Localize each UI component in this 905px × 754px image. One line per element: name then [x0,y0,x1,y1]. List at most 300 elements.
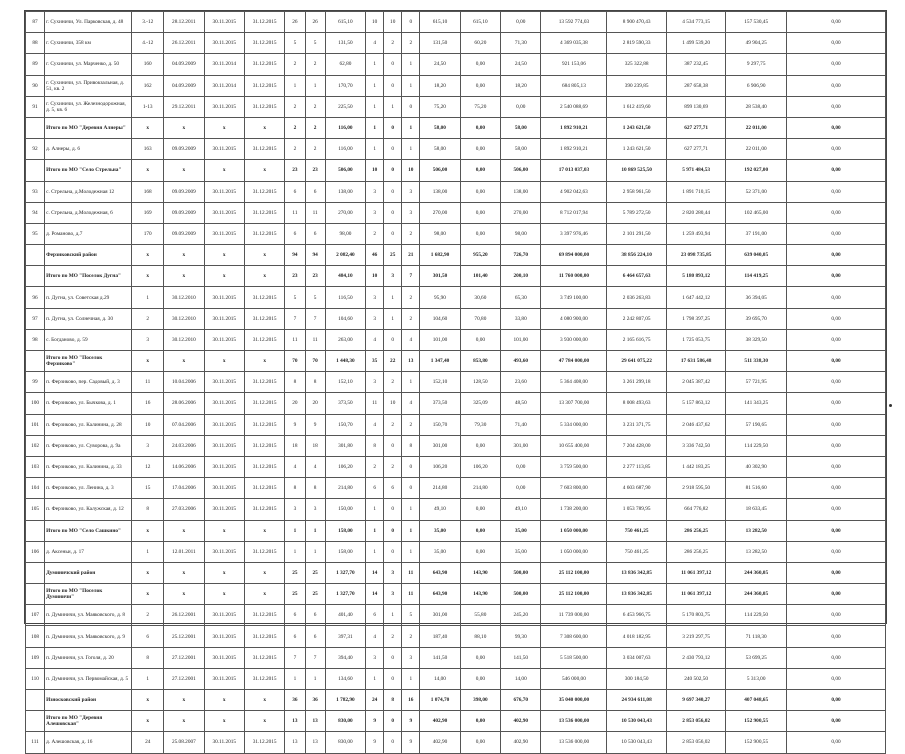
value-cell: 6 [366,605,384,626]
value-cell: 1 647 442,12 [666,287,726,308]
value-cell: 1 [132,287,164,308]
value-cell: х [164,160,204,181]
value-cell: 6 [285,605,305,626]
stray-mark [889,404,892,407]
value-cell: 0,00 [786,329,885,350]
address-cell: п. Ферзиково, ул. Калужская, д. 12 [45,499,132,520]
value-cell: 31.12.2015 [244,202,284,223]
value-cell: 0,00 [786,562,885,583]
value-cell: 187,40 [420,626,460,647]
value-cell: 0,00 [460,75,500,96]
value-cell: 407 048,65 [726,690,787,711]
value-cell: 9 [305,414,325,435]
table-row [26,372,886,393]
value-cell: 0,00 [786,435,885,456]
value-cell: 2 [384,456,402,477]
value-cell: 79,30 [460,414,500,435]
value-cell: 4 902 042,63 [541,181,607,202]
value-cell: 58,00 [420,139,460,160]
value-cell: 58,00 [501,117,541,138]
value-cell: 11 [285,202,305,223]
value-cell: 152,10 [420,372,460,393]
value-cell: 4 [366,626,384,647]
value-cell: 30.11.2015 [204,202,244,223]
value-cell: 49,10 [501,499,541,520]
table-row [26,96,886,117]
value-cell: х [164,520,204,541]
value-cell: 102 465,00 [726,202,787,223]
value-cell: 1 050 000,00 [541,541,607,562]
value-cell: 8 [402,435,420,456]
row-number-cell: 98 [26,329,45,350]
value-cell: 615,10 [460,12,500,33]
value-cell: 31.12.2015 [244,647,284,668]
row-number-cell [26,160,45,181]
value-cell: 244 360,05 [726,584,787,605]
value-cell: 14 [366,562,384,583]
value-cell: 0,00 [460,520,500,541]
value-cell: 31.12.2015 [244,668,284,689]
value-cell: 3 [366,308,384,329]
value-cell: 8 [132,499,164,520]
address-cell: п. Ферзиково, ул. Ленина, д. 3 [45,478,132,499]
table-row [26,732,886,753]
value-cell: 4 603 687,90 [607,478,667,499]
value-cell: 0,00 [786,117,885,138]
value-cell: 5 971 484,53 [666,160,726,181]
value-cell: 325,09 [460,393,500,414]
value-cell: 30.11.2015 [204,12,244,33]
value-cell: 1 [285,75,305,96]
value-cell: 55,80 [460,605,500,626]
table-row [26,54,886,75]
value-cell: 0,00 [786,414,885,435]
address-cell: п. Думиничи, ул. Гоголя, д. 20 [45,647,132,668]
value-cell: 401,40 [325,605,365,626]
value-cell: 506,00 [420,160,460,181]
row-number-cell: 94 [26,202,45,223]
value-cell: 1 [402,117,420,138]
value-cell: 18 [285,435,305,456]
subtotal-row [26,711,886,732]
value-cell: 53 699,25 [726,647,787,668]
value-cell: 23 098 735,85 [666,245,726,266]
value-cell: 1 682,90 [420,245,460,266]
value-cell: 0,00 [786,160,885,181]
value-cell: 04.09.2009 [164,75,204,96]
value-cell: 3 [384,562,402,583]
value-cell: 6 [305,223,325,244]
value-cell: 48,50 [501,393,541,414]
value-cell: 31.12.2015 [244,372,284,393]
value-cell: 3 034 007,63 [607,647,667,668]
value-cell: 2 [384,414,402,435]
row-number-cell [26,266,45,287]
value-cell: 2 [402,308,420,329]
value-cell: 1 [366,520,384,541]
value-cell: 0,00 [786,372,885,393]
address-cell: Итого по МО "Село Сашкино" [45,520,132,541]
value-cell: 3 [384,584,402,605]
value-cell: 131,50 [325,33,365,54]
value-cell: 214,80 [325,478,365,499]
value-cell: 09.09.2009 [164,223,204,244]
value-cell: 6 [285,223,305,244]
value-cell: 3 [366,647,384,668]
value-cell: 13 536 000,00 [541,711,607,732]
value-cell: 5 [402,605,420,626]
value-cell: 2 [285,54,305,75]
value-cell: 1 [402,54,420,75]
value-cell: 104,60 [325,308,365,329]
table-row [26,414,886,435]
value-cell: 81 516,60 [726,478,787,499]
value-cell: 0,00 [786,541,885,562]
row-number-cell: 105 [26,499,45,520]
value-cell: 0,00 [786,626,885,647]
value-cell: 5 [305,33,325,54]
value-cell: 31.12.2015 [244,287,284,308]
address-cell: г. Сухиничи, Ул. Парковская, д. 48 [45,12,132,33]
value-cell: 1 [132,541,164,562]
address-cell: п. Думиничи, ул. Маяковского, д. 9 [45,626,132,647]
value-cell: 30.11.2015 [204,478,244,499]
value-cell: 29 641 075,22 [607,351,667,372]
value-cell: 30.11.2015 [204,329,244,350]
value-cell: 0,00 [501,12,541,33]
value-cell: 104,60 [420,308,460,329]
value-cell: х [132,690,164,711]
value-cell: 8 008 493,63 [607,393,667,414]
value-cell: 398,00 [460,690,500,711]
row-number-cell: 110 [26,668,45,689]
value-cell: х [204,520,244,541]
value-cell: 152 900,55 [726,732,787,753]
value-cell: 387 232,45 [666,54,726,75]
address-cell: п. Ферзиково, ул. Суворова, д. 9а [45,435,132,456]
value-cell: 30.12.2010 [164,308,204,329]
value-cell: 31.12.2015 [244,541,284,562]
value-cell: х [132,520,164,541]
value-cell: 4 [305,456,325,477]
value-cell: 726,70 [501,245,541,266]
value-cell: 58,00 [420,117,460,138]
value-cell: 0,00 [786,75,885,96]
value-cell: 17 631 586,48 [666,351,726,372]
value-cell: 1 [305,668,325,689]
value-cell: 49,10 [420,499,460,520]
value-cell: 46 [366,245,384,266]
value-cell: 0 [384,117,402,138]
row-number-cell [26,711,45,732]
value-cell: 18,20 [501,75,541,96]
value-cell: 214,80 [420,478,460,499]
value-cell: 101,00 [501,329,541,350]
value-cell: х [204,584,244,605]
value-cell: 627 277,71 [666,117,726,138]
value-cell: 13 [305,732,325,753]
value-cell: 2 [305,54,325,75]
value-cell: 24 [132,732,164,753]
value-cell: 5 [305,287,325,308]
value-cell: 23 [305,266,325,287]
value-cell: х [244,266,284,287]
value-cell: 643,90 [420,562,460,583]
row-number-cell: 88 [26,33,45,54]
value-cell: 3 [402,181,420,202]
value-cell: 0,00 [786,308,885,329]
value-cell: 750 461,25 [607,520,667,541]
value-cell: 244 360,05 [726,562,787,583]
value-cell: 0 [402,478,420,499]
row-number-cell: 107 [26,605,45,626]
row-number-cell: 97 [26,308,45,329]
value-cell: 2 [366,456,384,477]
value-cell: х [204,711,244,732]
value-cell: 2 819 590,33 [607,33,667,54]
value-cell: 484,10 [325,266,365,287]
value-cell: 1 [305,520,325,541]
value-cell: 31.12.2015 [244,75,284,96]
value-cell: 0 [384,54,402,75]
address-cell: с. Стрельна, д.Молодежная 12 [45,181,132,202]
value-cell: 31.12.2015 [244,499,284,520]
address-cell: Итого по МО "Деревня Алнеры" [45,117,132,138]
value-cell: 1 243 621,50 [607,117,667,138]
value-cell: 1 [366,117,384,138]
value-cell: 38 329,50 [726,329,787,350]
value-cell: 30.11.2015 [204,33,244,54]
value-cell: 163 [132,139,164,160]
value-cell: 14,00 [501,668,541,689]
value-cell: 2 820 280,44 [666,202,726,223]
value-cell: 33,80 [501,308,541,329]
value-cell: 8 712 017,94 [541,202,607,223]
value-cell: 1 243 621,50 [607,139,667,160]
value-cell: 500,00 [501,584,541,605]
table-row [26,139,886,160]
value-cell: 0,00 [786,181,885,202]
value-cell: 20 [305,393,325,414]
value-cell: 75,20 [460,96,500,117]
value-cell: 7 603 800,00 [541,478,607,499]
value-cell: 141 343,25 [726,393,787,414]
table-row [26,33,886,54]
address-cell: п. Ферзиково, ул. Бычкова, д. 1 [45,393,132,414]
value-cell: 4 [366,414,384,435]
value-cell: 4 080 900,00 [541,308,607,329]
value-cell: 116,50 [325,287,365,308]
address-cell: Итого по МО "Поселок Ферзиково" [45,351,132,372]
value-cell: х [164,266,204,287]
value-cell: 38 856 224,10 [607,245,667,266]
value-cell: 4 018 182,95 [607,626,667,647]
value-cell: 0,00 [460,541,500,562]
value-cell: 11 739 000,00 [541,605,607,626]
value-cell: 853,80 [460,351,500,372]
value-cell: 152 900,55 [726,711,787,732]
address-cell: п. Ферзиково, пер. Садовый, д. 3 [45,372,132,393]
value-cell: 2 [402,223,420,244]
value-cell: 35,00 [501,520,541,541]
value-cell: 0 [384,668,402,689]
value-cell: 31.12.2015 [244,605,284,626]
value-cell: 40 302,90 [726,456,787,477]
address-cell: Ферзиковский район [45,245,132,266]
value-cell: 0,00 [460,435,500,456]
value-cell: 95,90 [420,287,460,308]
row-number-cell: 99 [26,372,45,393]
value-cell: 30.11.2014 [204,75,244,96]
value-cell: 1 327,70 [325,584,365,605]
value-cell: 1 [366,75,384,96]
value-cell: 0,00 [786,139,885,160]
value-cell: 30.11.2015 [204,393,244,414]
value-cell: 1 [305,75,325,96]
value-cell: 13 [402,351,420,372]
row-number-cell: 93 [26,181,45,202]
value-cell: 30.11.2015 [204,499,244,520]
value-cell: 1 [384,308,402,329]
value-cell: 0,00 [786,499,885,520]
value-cell: 138,00 [420,181,460,202]
value-cell: 11 061 397,12 [666,584,726,605]
value-cell: 116,00 [325,117,365,138]
value-cell: 141,50 [420,647,460,668]
value-cell: 4.-12 [132,33,164,54]
value-cell: 0 [402,12,420,33]
value-cell: 1 259 493,94 [666,223,726,244]
value-cell: 8 [366,435,384,456]
value-cell: 16 [402,690,420,711]
value-cell: 4 [402,329,420,350]
address-cell: п. Ферзиково, ул. Калинина, д. 33 [45,456,132,477]
row-number-cell: 100 [26,393,45,414]
value-cell: 9 [402,711,420,732]
value-cell: 287 658,38 [666,75,726,96]
value-cell: 114 229,50 [726,605,787,626]
value-cell: 506,00 [501,160,541,181]
value-cell: 402,90 [420,732,460,753]
value-cell: 0,00 [786,668,885,689]
value-cell: 25 112 100,00 [541,584,607,605]
value-cell: 2 [402,33,420,54]
value-cell: 13 592 774,03 [541,12,607,33]
value-cell: 1 347,40 [420,351,460,372]
value-cell: 35,00 [420,520,460,541]
value-cell: 1 [402,372,420,393]
value-cell: 9 [285,414,305,435]
value-cell: 830,00 [325,732,365,753]
value-cell: 150,70 [420,414,460,435]
value-cell: 1 [366,96,384,117]
value-cell: 0,00 [460,329,500,350]
value-cell: 5 518 500,00 [541,647,607,668]
value-cell: 3 [384,266,402,287]
value-cell: 6 [305,181,325,202]
value-cell: 13 307 700,00 [541,393,607,414]
value-cell: 2 [285,117,305,138]
value-cell: 11 [305,329,325,350]
value-cell: 13 836 342,85 [607,562,667,583]
value-cell: 684 805,13 [541,75,607,96]
table-row [26,329,886,350]
value-cell: 16 [132,393,164,414]
value-cell: х [244,117,284,138]
value-cell: 615,10 [325,12,365,33]
value-cell: 30.11.2014 [204,54,244,75]
value-cell: 143,90 [460,562,500,583]
value-cell: 6 453 966,75 [607,605,667,626]
value-cell: х [164,562,204,583]
value-cell: 2 046 437,62 [666,414,726,435]
value-cell: х [164,351,204,372]
value-cell: 13 [285,732,305,753]
value-cell: 2 [132,605,164,626]
value-cell: 6 906,90 [726,75,787,96]
value-cell: 10 869 525,50 [607,160,667,181]
value-cell: 69 894 000,00 [541,245,607,266]
value-cell: 7 204 428,00 [607,435,667,456]
value-cell: 106,20 [420,456,460,477]
value-cell: 138,00 [501,181,541,202]
value-cell: 10 [384,12,402,33]
value-cell: 2 853 056,02 [666,732,726,753]
value-cell: 301,00 [420,435,460,456]
value-cell: 0,00 [786,456,885,477]
value-cell: 0,00 [460,711,500,732]
value-cell: 1 782,90 [325,690,365,711]
value-cell: 6 [285,181,305,202]
value-cell: х [204,562,244,583]
value-cell: 168 [132,181,164,202]
value-cell: 10 [366,12,384,33]
value-cell: 18 633,45 [726,499,787,520]
value-cell: 0,00 [786,647,885,668]
value-cell: 8 [285,372,305,393]
value-cell: 9 297,75 [726,54,787,75]
value-cell: 128,50 [460,372,500,393]
value-cell: 31.12.2015 [244,456,284,477]
value-cell: 15 [132,478,164,499]
value-cell: 7 [305,308,325,329]
value-cell: 57 721,95 [726,372,787,393]
value-cell: 3 [366,287,384,308]
value-cell: 1 [285,520,305,541]
value-cell: 3 219 297,75 [666,626,726,647]
value-cell: 0 [384,75,402,96]
value-cell: 0 [402,96,420,117]
value-cell: 11 [366,393,384,414]
value-cell: 1 [366,668,384,689]
value-cell: 1 [366,139,384,160]
value-cell: 1 892 910,21 [541,139,607,160]
value-cell: 30.11.2015 [204,372,244,393]
value-cell: 0,00 [460,668,500,689]
value-cell: 24,50 [501,54,541,75]
value-cell: 30.11.2015 [204,308,244,329]
value-cell: 106,20 [325,456,365,477]
value-cell: 10.04.2006 [164,372,204,393]
address-cell: п. Думиничи, ул. Первомайская, д. 5 [45,668,132,689]
value-cell: 22 011,00 [726,117,787,138]
value-cell: 1 [384,605,402,626]
value-cell: 0,00 [786,245,885,266]
value-cell: 676,70 [501,690,541,711]
row-number-cell [26,690,45,711]
value-cell: 899 130,69 [666,96,726,117]
value-cell: 25 [285,584,305,605]
